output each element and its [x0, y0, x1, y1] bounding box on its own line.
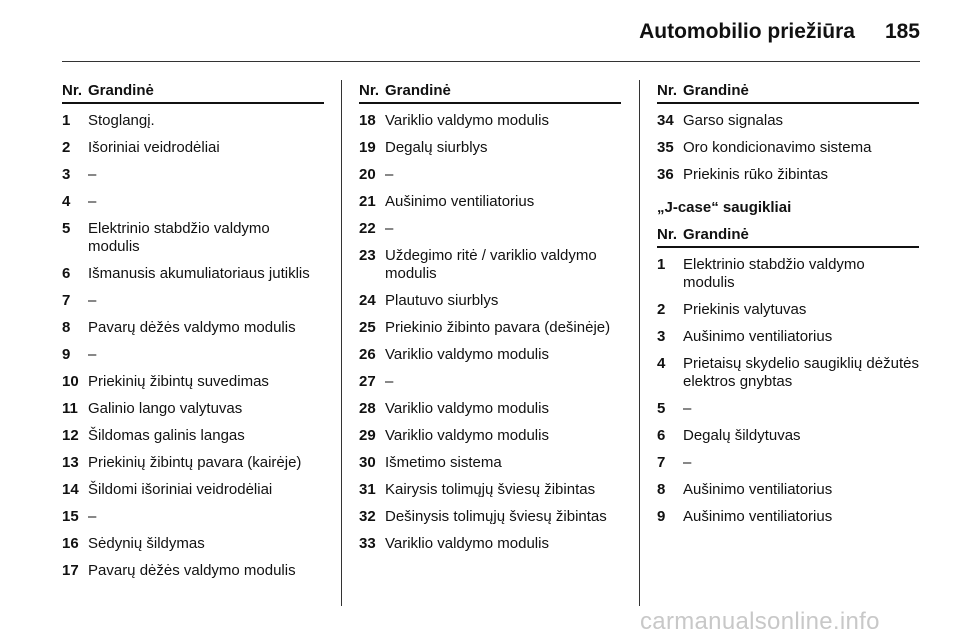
circuit-name: Kairysis tolimųjų šviesų žibintas [385, 481, 596, 498]
table-row [62, 400, 324, 427]
jcase-section-title: „J-case“ saugikliai [657, 199, 792, 216]
column-2 [359, 80, 621, 562]
circuit-name: Priekinių žibintų suvedimas [88, 373, 269, 390]
table-row [657, 103, 919, 139]
fuse-number: 20 [359, 166, 376, 183]
header-nr: Nr. [62, 80, 88, 103]
circuit-name: Priekinių žibintų pavara (kairėje) [88, 454, 302, 471]
fuse-table-2 [359, 80, 621, 562]
fuse-number: 31 [359, 481, 376, 498]
table-row [62, 427, 324, 454]
circuit-name: Degalų siurblys [385, 139, 488, 156]
column-1 [62, 80, 324, 589]
table-row [359, 247, 621, 292]
table-row [359, 103, 621, 139]
table-row [62, 535, 324, 562]
circuit-name: Aušinimo ventiliatorius [683, 481, 833, 498]
fuse-number: 22 [359, 220, 376, 237]
table-row [359, 319, 621, 346]
circuit-name: Oro kondicionavimo sistema [683, 139, 872, 156]
table-row [359, 481, 621, 508]
circuit-name: Elektrinio stabdžio valdymo modulis [88, 220, 270, 255]
circuit-name: Elektrinio stabdžio valdymo modulis [683, 256, 865, 291]
table-row [359, 292, 621, 319]
circuit-name: Prietaisų skydelio saugiklių dėžutės elektros gnybtas [683, 355, 919, 390]
circuit-name: – [88, 346, 97, 363]
table-row [62, 481, 324, 508]
fuse-table-1 [62, 80, 324, 589]
fuse-table-jcase [657, 224, 919, 535]
page-title: Automobilio priežiūra [639, 20, 855, 43]
table-row [657, 328, 919, 355]
table-row [359, 139, 621, 166]
table-row [62, 454, 324, 481]
fuse-number: 2 [62, 139, 71, 156]
fuse-number: 32 [359, 508, 376, 525]
header-nr: Nr. [657, 80, 683, 103]
circuit-name: Priekinis rūko žibintas [683, 166, 829, 183]
table-row [62, 319, 324, 346]
circuit-name: Šildomas galinis langas [88, 427, 245, 444]
fuse-number: 29 [359, 427, 376, 444]
table-row [359, 508, 621, 535]
table-row [657, 355, 919, 400]
table-row [359, 535, 621, 562]
circuit-name: Pavarų dėžės valdymo modulis [88, 562, 296, 579]
circuit-name: – [683, 400, 692, 417]
circuit-name: Garso signalas [683, 112, 784, 129]
circuit-name: Priekinio žibinto pavara (dešinėje) [385, 319, 611, 336]
table-row [62, 508, 324, 535]
fuse-number: 28 [359, 400, 376, 417]
circuit-name: Variklio valdymo modulis [385, 112, 549, 129]
circuit-name: Išmetimo sistema [385, 454, 502, 471]
table-row [359, 427, 621, 454]
column-divider [639, 80, 640, 606]
fuse-number: 2 [657, 301, 666, 318]
table-row [359, 400, 621, 427]
fuse-number: 16 [62, 535, 79, 552]
page-number: 185 [884, 20, 920, 43]
column-divider [341, 80, 342, 606]
circuit-name: Uždegimo ritė / variklio valdymo modulis [385, 247, 597, 282]
table-row [657, 481, 919, 508]
fuse-number: 19 [359, 139, 376, 156]
header-rule [62, 61, 920, 62]
table-row [62, 265, 324, 292]
table-row [657, 508, 919, 535]
fuse-number: 5 [657, 400, 666, 417]
page-header [639, 20, 920, 44]
table-row [62, 373, 324, 400]
table-row [657, 400, 919, 427]
circuit-name: – [88, 193, 97, 210]
table-row [62, 193, 324, 220]
fuse-number: 11 [62, 400, 78, 417]
circuit-name: Variklio valdymo modulis [385, 400, 549, 417]
header-circuit: Grandinė [683, 224, 919, 247]
circuit-name: – [385, 220, 394, 237]
table-row [359, 193, 621, 220]
fuse-number: 3 [62, 166, 71, 183]
table-row [62, 166, 324, 193]
circuit-name: Šildomi išoriniai veidrodėliai [88, 481, 273, 498]
table-row [359, 346, 621, 373]
circuit-name: Aušinimo ventiliatorius [683, 328, 833, 345]
header-circuit: Grandinė [683, 80, 919, 103]
table-row [657, 454, 919, 481]
fuse-number: 8 [62, 319, 71, 336]
fuse-number: 3 [657, 328, 666, 345]
circuit-name: Sėdynių šildymas [88, 535, 205, 552]
fuse-number: 30 [359, 454, 376, 471]
table-row [62, 103, 324, 139]
fuse-number: 7 [62, 292, 71, 309]
circuit-name: – [385, 166, 394, 183]
table-row [359, 454, 621, 481]
fuse-number: 4 [62, 193, 71, 210]
table-row [657, 427, 919, 454]
circuit-name: – [88, 292, 97, 309]
table-row [359, 373, 621, 400]
fuse-number: 12 [62, 427, 79, 444]
fuse-number: 33 [359, 535, 376, 552]
fuse-number: 24 [359, 292, 376, 309]
circuit-name: Aušinimo ventiliatorius [385, 193, 535, 210]
fuse-number: 35 [657, 139, 674, 156]
table-row [62, 292, 324, 319]
fuse-number: 6 [657, 427, 666, 444]
circuit-name: – [88, 166, 97, 183]
fuse-number: 9 [657, 508, 666, 525]
table-row [657, 166, 919, 193]
circuit-name: Dešinysis tolimųjų šviesų žibintas [385, 508, 607, 525]
table-row [657, 139, 919, 166]
table-row [62, 220, 324, 265]
watermark: carmanualsonline.info [640, 608, 880, 635]
header-nr: Nr. [657, 224, 683, 247]
header-circuit: Grandinė [385, 80, 621, 103]
table-row [62, 562, 324, 589]
table-row [657, 247, 919, 301]
circuit-name: Aušinimo ventiliatorius [683, 508, 833, 525]
fuse-table-3 [657, 80, 919, 193]
circuit-name: – [88, 508, 97, 525]
fuse-number: 15 [62, 508, 79, 525]
header-nr: Nr. [359, 80, 385, 103]
fuse-number: 9 [62, 346, 71, 363]
fuse-number: 25 [359, 319, 376, 336]
fuse-number: 13 [62, 454, 79, 471]
table-row [62, 139, 324, 166]
circuit-name: – [385, 373, 394, 390]
circuit-name: Plautuvo siurblys [385, 292, 499, 309]
fuse-number: 36 [657, 166, 674, 183]
fuse-number: 18 [359, 112, 376, 129]
circuit-name: Degalų šildytuvas [683, 427, 801, 444]
circuit-name: Išoriniai veidrodėliai [88, 139, 220, 156]
circuit-name: – [683, 454, 692, 471]
fuse-number: 17 [62, 562, 79, 579]
fuse-number: 4 [657, 355, 666, 372]
fuse-number: 1 [62, 112, 71, 129]
fuse-number: 5 [62, 220, 71, 237]
fuse-number: 27 [359, 373, 376, 390]
table-row [359, 220, 621, 247]
circuit-name: Pavarų dėžės valdymo modulis [88, 319, 296, 336]
table-row [62, 346, 324, 373]
column-3 [657, 80, 919, 535]
fuse-number: 26 [359, 346, 376, 363]
fuse-number: 1 [657, 256, 666, 273]
fuse-number: 7 [657, 454, 666, 471]
circuit-name: Variklio valdymo modulis [385, 427, 549, 444]
circuit-name: Išmanusis akumuliatoriaus jutiklis [88, 265, 310, 282]
table-row [657, 301, 919, 328]
circuit-name: Variklio valdymo modulis [385, 346, 549, 363]
circuit-name: Stoglangį. [88, 112, 155, 129]
circuit-name: Priekinis valytuvas [683, 301, 807, 318]
fuse-number: 10 [62, 373, 79, 390]
fuse-number: 6 [62, 265, 71, 282]
fuse-number: 14 [62, 481, 79, 498]
fuse-number: 23 [359, 247, 376, 264]
circuit-name: Variklio valdymo modulis [385, 535, 549, 552]
fuse-number: 34 [657, 112, 674, 129]
circuit-name: Galinio lango valytuvas [88, 400, 243, 417]
table-row [359, 166, 621, 193]
fuse-number: 21 [359, 193, 376, 210]
fuse-number: 8 [657, 481, 666, 498]
header-circuit: Grandinė [88, 80, 324, 103]
